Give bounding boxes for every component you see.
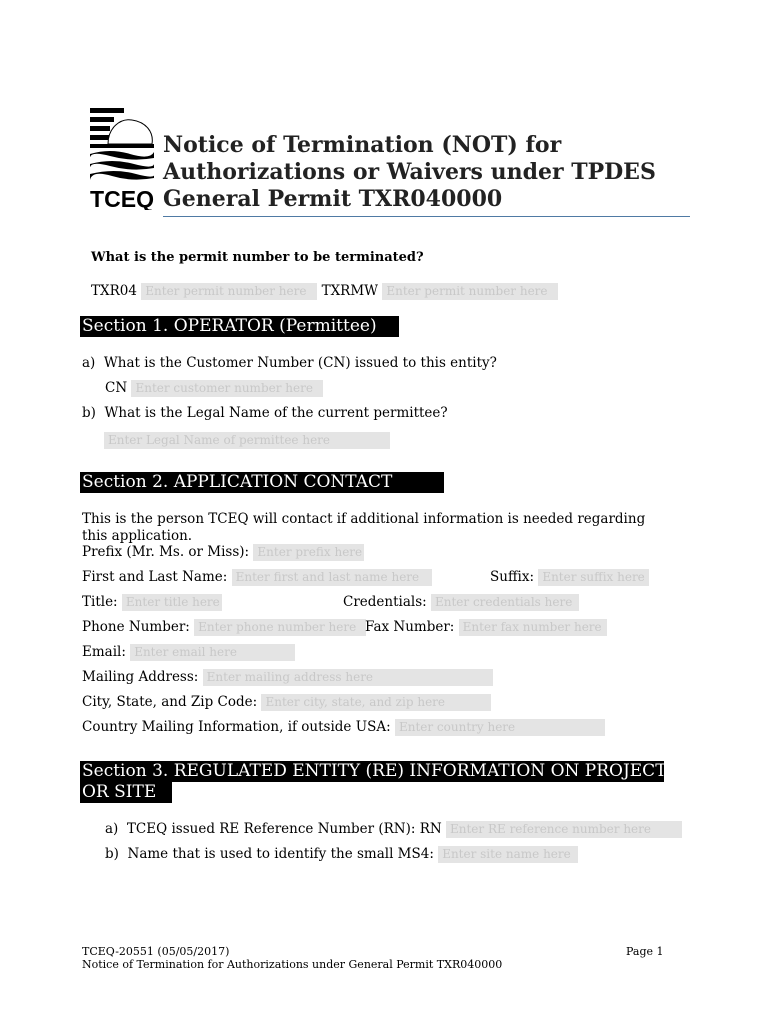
customer-number-field[interactable]: Enter customer number here xyxy=(131,380,323,397)
logo-text: TCEQ xyxy=(90,186,154,210)
permit-question: What is the permit number to be terminated? xyxy=(91,250,424,265)
form-number: TCEQ-20551 (05/05/2017) xyxy=(82,945,230,958)
title-line: Authorizations or Waivers under TPDES xyxy=(163,159,656,185)
credentials-label: Credentials: xyxy=(343,594,427,610)
cn-row xyxy=(105,380,323,397)
title-row xyxy=(82,594,222,611)
section-1-header: Section 1. OPERATOR (Permittee) xyxy=(80,316,399,337)
city-label: City, State, and Zip Code: xyxy=(82,694,258,710)
item-label: b) xyxy=(105,846,119,862)
rn-field[interactable]: Enter RE reference number here xyxy=(446,821,682,838)
email-label: Email: xyxy=(82,644,126,660)
first-last-name-field[interactable]: Enter first and last name here xyxy=(232,569,432,586)
phone-field[interactable]: Enter phone number here xyxy=(194,619,366,636)
item-label: a) xyxy=(82,355,96,371)
site-name-field[interactable]: Enter site name here xyxy=(438,846,578,863)
mailing-address-field[interactable]: Enter mailing address here xyxy=(203,669,493,686)
title-line: Notice of Termination (NOT) for xyxy=(163,132,562,158)
country-row xyxy=(82,719,605,736)
section-2-intro xyxy=(82,511,645,545)
country-field[interactable]: Enter country here xyxy=(395,719,605,736)
email-row xyxy=(82,644,295,661)
name-row xyxy=(82,569,432,586)
item-label: a) xyxy=(105,821,119,837)
form-title: Notice of Termination for Authorizations under General Permit TXR040000 xyxy=(82,958,503,971)
section-2-header: Section 2. APPLICATION CONTACT xyxy=(80,472,444,493)
tceq-logo xyxy=(90,106,154,210)
question-text: What is the Legal Name of the current permittee? xyxy=(104,405,448,421)
fax-label: Fax Number: xyxy=(365,619,455,635)
title-field[interactable]: Enter title here xyxy=(122,594,222,611)
city-state-zip-field[interactable]: Enter city, state, and zip here xyxy=(261,694,491,711)
mailing-label: Mailing Address: xyxy=(82,669,199,685)
phone-row xyxy=(82,619,366,636)
document-title xyxy=(163,132,703,213)
credentials-field[interactable]: Enter credentials here xyxy=(431,594,579,611)
question-text: TCEQ issued RE Reference Number (RN): RN xyxy=(126,821,442,837)
credentials-row xyxy=(343,594,579,611)
legal-name-row xyxy=(104,430,390,449)
mailing-row xyxy=(82,669,493,686)
fax-row xyxy=(365,619,607,636)
item-label: b) xyxy=(82,405,96,421)
phone-label: Phone Number: xyxy=(82,619,190,635)
city-row xyxy=(82,694,491,711)
txrmw-prefix: TXRMW xyxy=(321,283,379,299)
section-3-question-b xyxy=(105,846,578,863)
prefix-field[interactable]: Enter prefix here xyxy=(253,544,364,561)
section-3-header-line: OR SITE xyxy=(80,782,172,803)
question-text: What is the Customer Number (CN) issued to this entity? xyxy=(103,355,497,371)
prefix-row xyxy=(82,544,364,561)
suffix-field[interactable]: Enter suffix here xyxy=(538,569,649,586)
title-divider xyxy=(163,216,690,217)
legal-name-field[interactable]: Enter Legal Name of permittee here xyxy=(104,432,390,449)
suffix-label: Suffix: xyxy=(490,569,535,585)
title-label: Title: xyxy=(82,594,118,610)
fax-field[interactable]: Enter fax number here xyxy=(459,619,607,636)
txrmw-permit-field[interactable]: Enter permit number here xyxy=(382,283,558,300)
title-line: General Permit TXR040000 xyxy=(163,186,503,212)
question-text: Name that is used to identify the small MS4: xyxy=(127,846,434,862)
country-label: Country Mailing Information, if outside USA: xyxy=(82,719,391,735)
suffix-row xyxy=(490,569,649,586)
txr04-permit-field[interactable]: Enter permit number here xyxy=(141,283,317,300)
section-1-question-a xyxy=(82,355,497,371)
txr04-prefix: TXR04 xyxy=(91,283,137,299)
prefix-label: Prefix (Mr. Ms. or Miss): xyxy=(82,544,250,560)
section-1-question-b xyxy=(82,405,448,421)
name-label: First and Last Name: xyxy=(82,569,228,585)
section-3-header-line: Section 3. REGULATED ENTITY (RE) INFORMATION ON PROJECT xyxy=(82,761,667,781)
email-field[interactable]: Enter email here xyxy=(130,644,295,661)
permit-number-row xyxy=(91,283,558,300)
section-3-question-a xyxy=(105,821,682,838)
cn-prefix: CN xyxy=(105,380,128,396)
footer xyxy=(82,945,502,971)
intro-line: this application. xyxy=(82,528,193,544)
page-number: Page 1 xyxy=(626,945,664,958)
intro-line: This is the person TCEQ will contact if additional information is needed regarding xyxy=(82,511,646,527)
section-3-header xyxy=(80,761,667,803)
